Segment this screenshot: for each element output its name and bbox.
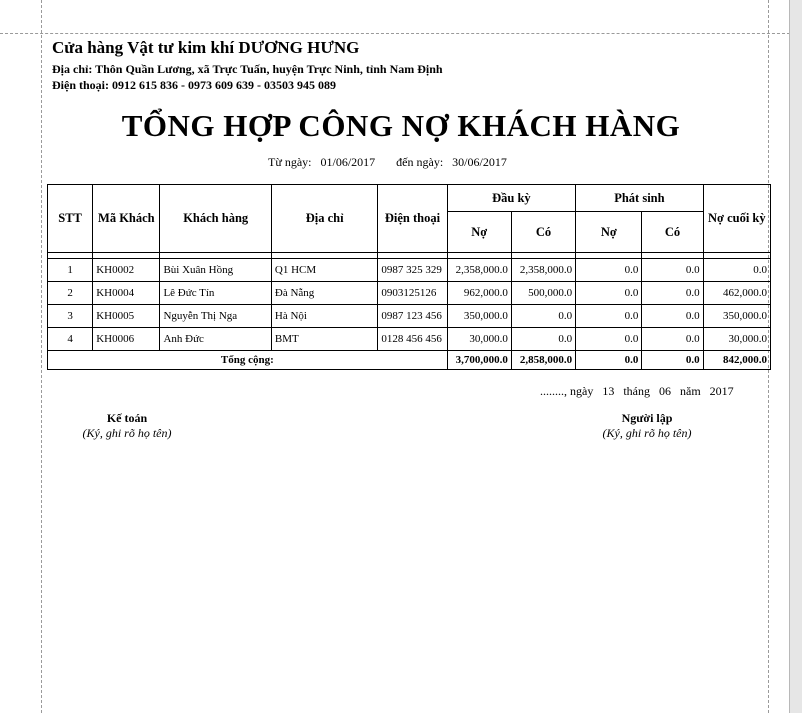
total-row: [48, 351, 771, 370]
header-phone: Điện thoại: [378, 185, 447, 253]
header-movement: Phát sinh: [576, 185, 704, 212]
date-day: 13: [602, 384, 615, 398]
total-open-debit: 3,700,000.0: [447, 351, 511, 370]
cell-phone: 0987 123 456: [378, 305, 447, 328]
cell-mov-credit: 0.0: [642, 305, 703, 328]
header-opening-credit: Có: [511, 212, 575, 253]
header-address: Địa chỉ: [271, 185, 377, 253]
total-closing: 842,000.0: [703, 351, 770, 370]
report-date-line: [540, 384, 740, 399]
cell-open-credit: 2,358,000.0: [511, 259, 575, 282]
cell-address: Đà Nẵng: [271, 282, 377, 305]
to-date: 30/06/2017: [452, 155, 507, 169]
cell-mov-debit: 0.0: [576, 282, 642, 305]
date-prefix: ........, ngày: [540, 384, 594, 398]
table-row: [48, 282, 771, 305]
cell-code: KH0005: [93, 305, 160, 328]
cell-closing: 30,000.0: [703, 328, 770, 351]
cell-mov-credit: 0.0: [642, 259, 703, 282]
cell-name: Nguyễn Thị Nga: [160, 305, 271, 328]
cell-closing: 350,000.0: [703, 305, 770, 328]
cell-open-credit: 500,000.0: [511, 282, 575, 305]
cell-mov-credit: 0.0: [642, 282, 703, 305]
table-row: [48, 259, 771, 282]
table-row: [48, 328, 771, 351]
cell-mov-credit: 0.0: [642, 328, 703, 351]
cell-closing: 0.0: [703, 259, 770, 282]
preparer-signature: [577, 411, 717, 441]
cell-address: Hà Nội: [271, 305, 377, 328]
cell-mov-debit: 0.0: [576, 259, 642, 282]
header-movement-credit: Có: [642, 212, 703, 253]
cell-code: KH0006: [93, 328, 160, 351]
cell-open-credit: 0.0: [511, 305, 575, 328]
cell-open-debit: 30,000.0: [447, 328, 511, 351]
header-opening: Đầu kỳ: [447, 185, 576, 212]
from-label: Từ ngày:: [268, 155, 312, 169]
cell-stt: 4: [48, 328, 93, 351]
report-title: TỔNG HỢP CÔNG NỢ KHÁCH HÀNG: [121, 108, 681, 143]
cell-stt: 2: [48, 282, 93, 305]
to-label: đến ngày:: [396, 155, 444, 169]
cell-open-credit: 0.0: [511, 328, 575, 351]
margin-guide-left: [41, 0, 42, 713]
header-name: Khách hàng: [160, 185, 271, 253]
total-open-credit: 2,858,000.0: [511, 351, 575, 370]
cell-code: KH0002: [93, 259, 160, 282]
cell-stt: 3: [48, 305, 93, 328]
header-code: Mã Khách: [93, 185, 160, 253]
preparer-hint: (Ký, ghi rõ họ tên): [602, 426, 692, 440]
cell-name: Anh Đức: [160, 328, 271, 351]
shop-address: Địa chỉ: Thôn Quần Lương, xã Trực Tuấn, huyện Trực Ninh, tỉnh Nam Định: [52, 62, 443, 76]
total-mov-debit: 0.0: [576, 351, 642, 370]
date-year: 2017: [709, 384, 734, 398]
header-opening-debit: Nợ: [447, 212, 511, 253]
cell-open-debit: 2,358,000.0: [447, 259, 511, 282]
cell-name: Bùi Xuân Hồng: [160, 259, 271, 282]
debt-summary-table: [47, 184, 771, 370]
cell-phone: 0128 456 456: [378, 328, 447, 351]
date-month: 06: [659, 384, 671, 398]
preparer-role: Người lập: [621, 411, 673, 425]
cell-phone: 0987 325 329: [378, 259, 447, 282]
shop-phone: Điện thoại: 0912 615 836 - 0973 609 639 - 03503 945 089: [52, 78, 336, 92]
accountant-role: Kế toán: [106, 411, 148, 425]
table-row: [48, 305, 771, 328]
cell-open-debit: 962,000.0: [447, 282, 511, 305]
cell-phone: 0903125126: [378, 282, 447, 305]
cell-open-debit: 350,000.0: [447, 305, 511, 328]
cell-address: Q1 HCM: [271, 259, 377, 282]
cell-mov-debit: 0.0: [576, 328, 642, 351]
cell-mov-debit: 0.0: [576, 305, 642, 328]
header-movement-debit: Nợ: [576, 212, 642, 253]
header-stt: STT: [48, 185, 93, 253]
total-label: Tổng cộng:: [48, 351, 448, 370]
date-month-label: tháng: [623, 384, 650, 398]
date-range: [268, 155, 513, 170]
shop-name: Cửa hàng Vật tư kim khí DƯƠNG HƯNG: [52, 38, 360, 57]
accountant-hint: (Ký, ghi rõ họ tên): [82, 426, 172, 440]
accountant-signature: [57, 411, 197, 441]
cell-stt: 1: [48, 259, 93, 282]
total-mov-credit: 0.0: [642, 351, 703, 370]
from-date: 01/06/2017: [320, 155, 376, 169]
cell-name: Lê Đức Tín: [160, 282, 271, 305]
cell-address: BMT: [271, 328, 377, 351]
header-closing: Nợ cuối kỳ: [703, 185, 770, 253]
cell-code: KH0004: [93, 282, 160, 305]
date-year-label: năm: [680, 384, 701, 398]
margin-guide-top: [0, 33, 790, 34]
cell-closing: 462,000.0: [703, 282, 770, 305]
viewer-scroll-edge[interactable]: [789, 0, 802, 713]
